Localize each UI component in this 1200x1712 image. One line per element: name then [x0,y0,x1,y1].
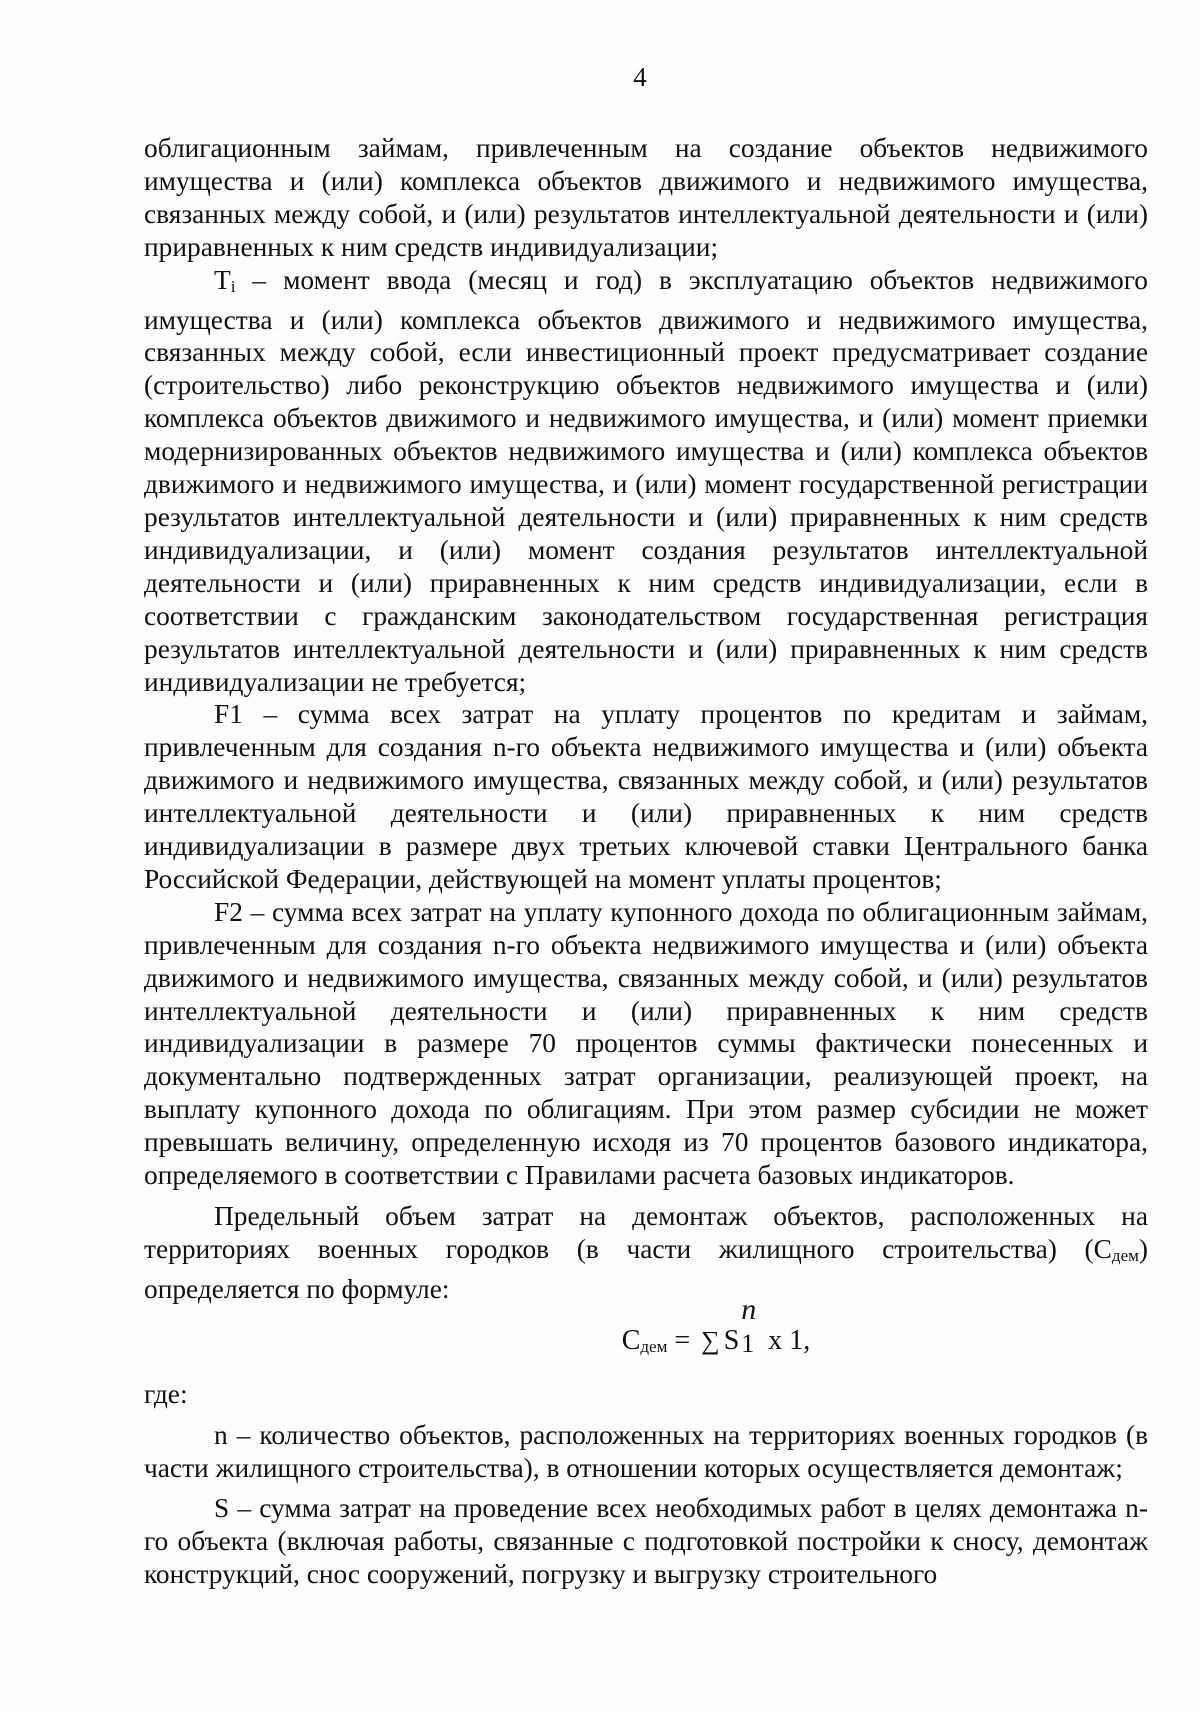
demolition-text-b: ) определяется по формуле: [144,1233,1148,1304]
term-ti: T [214,264,231,295]
paragraph-ti-definition [144,264,1148,699]
ti-definition-text: – момент ввода (месяц и год) в эксплуатацию объектов недвижимого имущества и (или) комплекса объектов движимого и недвижимого имущества, связанных между собой, если инвестиционный проект предусматривает создание (строительство) либо реконструкцию объектов недвижимого имущества и (или) комплекса объектов движимого и недвижимого имущества, и (или) момент приемки модернизированных объектов недвижимого имущества и (или) комплекса объектов движимого и недвижимого имущества, и (или) момент государственной регистрации результатов интеллектуальной деятельности и (или) приравненных к ним средств индивидуализации, и (или) момент создания результатов интеллектуальной деятельности и (или) приравненных к ним средств индивидуализации, если в соответствии с гражданским законодательством государственная регистрация результатов интеллектуальной деятельности и (или) приравненных к ним средств индивидуализации не требуется; [144,264,1148,697]
formula-tail: x 1, [761,1324,811,1356]
formula-sum-symbol: ∑ [701,1325,720,1355]
demolition-text-a: Предельный объем затрат на демонтаж объектов, расположенных на территориях военных городков (в части жилищного строительства) (С [144,1201,1148,1264]
document-body [144,132,1148,1591]
paragraph-f1-definition: F1 – сумма всех затрат на уплату процентов по кредитам и займам, привлеченным для создания n-го объекта недвижимого имущества и (или) объекта движимого и недвижимого имущества, связанных между собой, и (или) результатов интеллектуальной деятельности и (или) приравненных к ним средств индивидуализации в размере двух третьих ключевой ставки Центрального банка Российской Федерации, действующей на момент уплаты процентов; [144,699,1148,894]
paragraph-continuation: облигационным займам, привлеченным на создание объектов недвижимого имущества и (или) комплекса объектов движимого и недвижимого имущества, связанных между собой, и (или) результатов интеллектуальной деятельности и (или) приравненных к ним средств индивидуализации; [144,133,1148,262]
demolition-formula [144,1292,1148,1372]
formula-lhs: С [621,1324,641,1356]
formula-upper-limit: n [741,1292,757,1326]
paragraph-s-definition: S – сумма затрат на проведение всех необходимых работ в целях демонтажа n-го объекта (включая работы, связанные с подготовкой постройки к сносу, демонтаж конструкций, снос сооружений, погрузку и выгрузку строительного [144,1493,1148,1590]
paragraph-f2-definition: F2 – сумма всех затрат на уплату купонного дохода по облигационным займам, привлеченным для создания n-го объекта недвижимого имущества и (или) объекта движимого и недвижимого имущества, связанных между собой, и (или) результатов интеллектуальной деятельности и (или) приравненных к ним средств индивидуализации в размере 70 процентов суммы фактически понесенных и документально подтвержденных затрат организации, реализующей проект, на выплату купонного дохода по облигациям. При этом размер субсидии не может превышать величину, определенную исходя из 70 процентов базового индикатора, определяемого в соответствии с Правилами расчета базовых индикаторов. [144,896,1148,1191]
formula-lhs-subscript: дем [640,1336,668,1356]
demolition-subscript: дем [1111,1245,1139,1265]
page-number: 4 [633,62,647,92]
paragraph-n-definition: n – количество объектов, расположенных на территориях военных городков (в части жилищного строительства), в отношении которых осуществляется демонтаж; [144,1419,1148,1483]
formula-equals: = [667,1324,698,1356]
term-ti-subscript: i [230,276,236,296]
formula-lower-limit: 1 [741,1328,755,1358]
formula-variable: S [723,1324,740,1356]
paragraph-demolition-limit [144,1200,1148,1306]
where-label: где: [144,1378,188,1409]
formula-limits [739,1292,761,1358]
